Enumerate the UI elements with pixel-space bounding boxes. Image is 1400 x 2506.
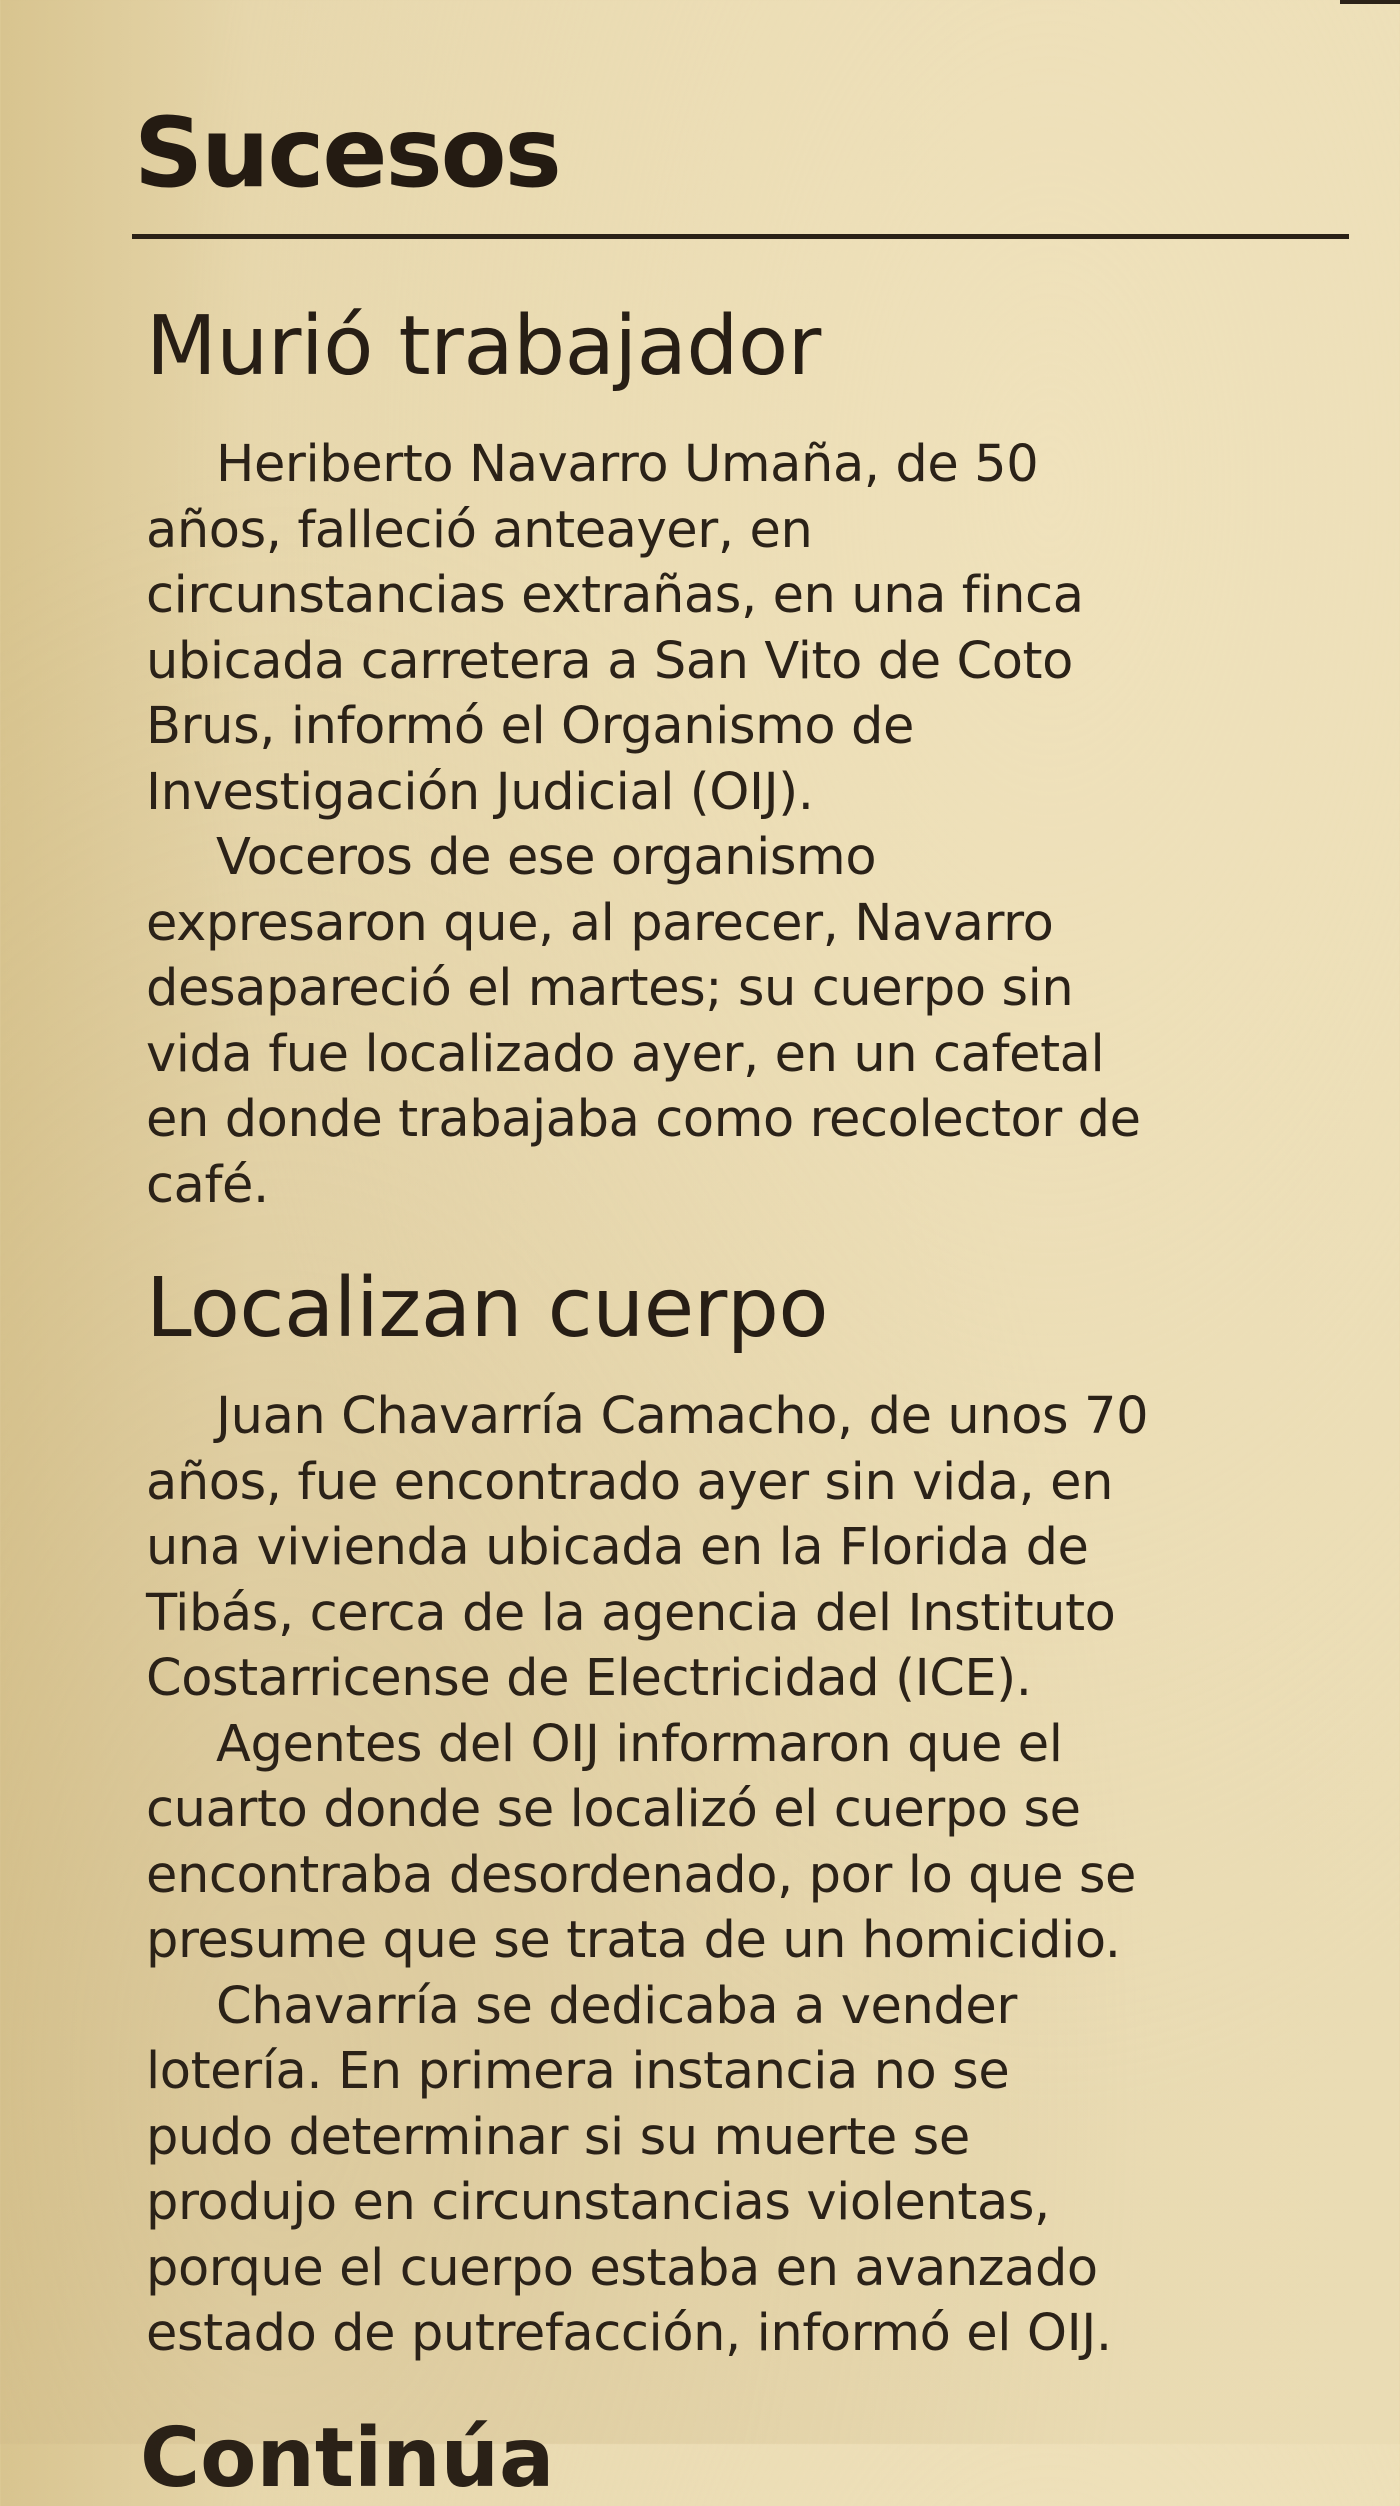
text-line: años, fue encontrado ayer sin vida, en: [146, 1452, 1114, 1512]
text-line: Voceros de ese organismo: [216, 828, 877, 887]
text-line: pudo determinar si su muerte se: [146, 2107, 970, 2167]
text-line: vida fue localizado ayer, en un cafetal: [146, 1024, 1105, 1084]
text-line: expresaron que, al parecer, Navarro: [146, 893, 1054, 953]
text-line: porque el cuerpo estaba en avanzado: [146, 2238, 1098, 2298]
article-1-body: [146, 432, 1356, 1218]
article-1-paragraph-2: [146, 825, 1356, 1218]
article-2-paragraph-3: [146, 1974, 1356, 2367]
text-line: lotería. En primera instancia no se: [146, 2042, 1010, 2101]
section-title: Sucesos: [134, 97, 560, 209]
text-line: cuarto donde se localizó el cuerpo se: [146, 1780, 1081, 1839]
next-headline-fragment: Continúa: [140, 2411, 555, 2506]
text-line: presume que se trata de un homicidio.: [146, 1911, 1121, 1970]
next-headline-cut: [140, 2411, 560, 2506]
text-line: ubicada carretera a San Vito de Coto: [146, 631, 1073, 691]
text-line: Brus, informó el Organismo de: [146, 697, 914, 756]
text-line: Costarricense de Electricidad (ICE).: [146, 1649, 1032, 1708]
article-1-paragraph-1: [146, 432, 1356, 825]
text-line: café.: [146, 1155, 269, 1215]
article-2-headline: Localizan cuerpo: [146, 1261, 829, 1356]
section-divider: [132, 234, 1349, 239]
article-2-body: [146, 1384, 1356, 2367]
text-line: estado de putrefacción, informó el OIJ.: [146, 2304, 1112, 2363]
article-1-headline: Murió trabajador: [146, 299, 821, 394]
text-line: Heriberto Navarro Umaña, de 50: [216, 435, 1039, 494]
text-line: Tibás, cerca de la agencia del Instituto: [146, 1583, 1116, 1643]
text-line: desapareció el martes; su cuerpo sin: [146, 959, 1074, 1018]
text-line: Agentes del OIJ informaron que el: [216, 1714, 1063, 1774]
article-2-paragraph-1: [146, 1384, 1356, 1712]
article-2-paragraph-2: [146, 1712, 1356, 1974]
text-line: encontraba desordenado, por lo que se: [146, 1845, 1137, 1905]
top-edge-rule: [1340, 0, 1400, 4]
text-line: Investigación Judicial (OIJ).: [146, 762, 814, 822]
text-line: años, falleció anteayer, en: [146, 500, 813, 560]
text-line: produjo en circunstancias violentas,: [146, 2173, 1050, 2232]
text-line: Chavarría se dedicaba a vender: [216, 1976, 1017, 2036]
text-line: en donde trabajaba como recolector de: [146, 1090, 1141, 1149]
text-line: circunstancias extrañas, en una finca: [146, 566, 1084, 625]
text-line: una vivienda ubicada en la Florida de: [146, 1518, 1089, 1577]
text-line: Juan Chavarría Camacho, de unos 70: [216, 1387, 1149, 1446]
